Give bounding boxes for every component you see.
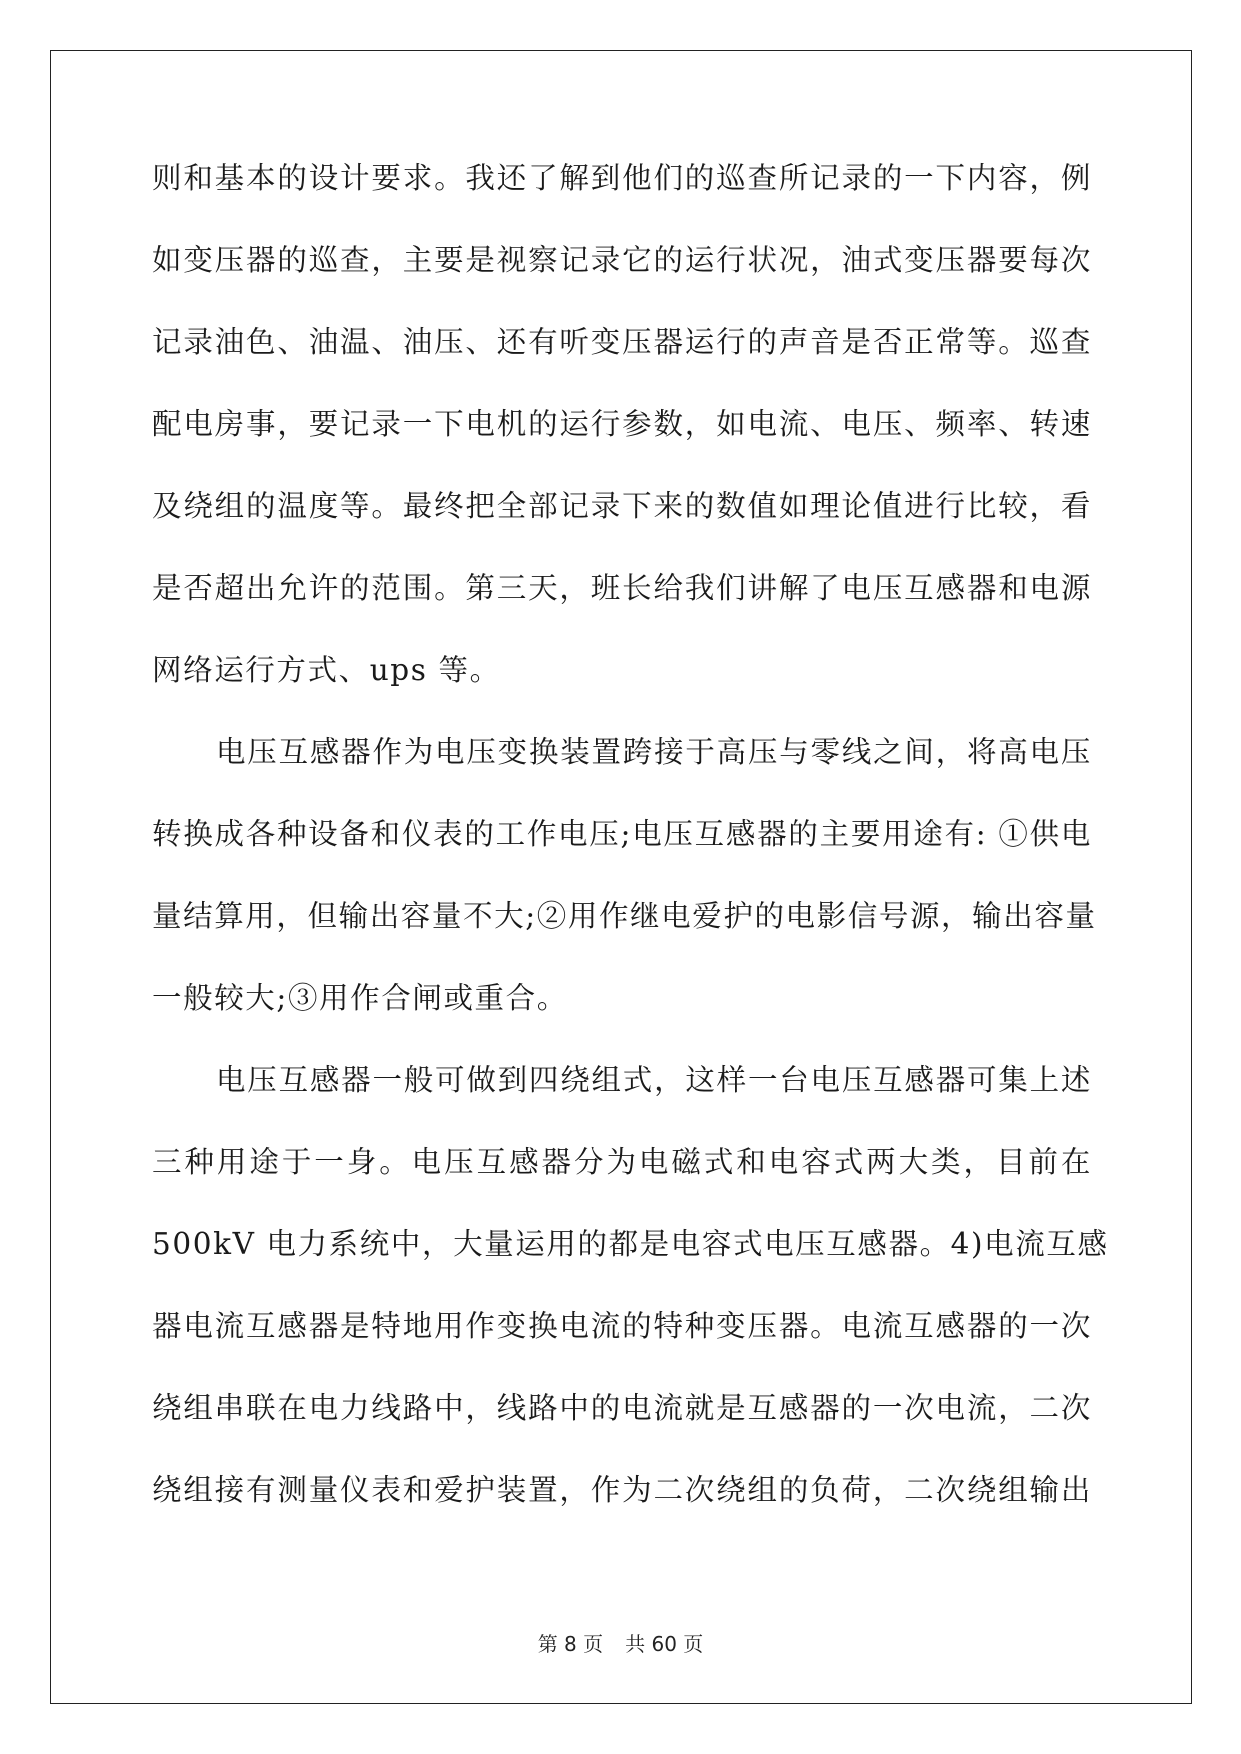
text-line: 三种用途于一身。电压互感器分为电磁式和电容式两大类，目前在 xyxy=(152,1145,1092,1179)
text-line: 器电流互感器是特地用作变换电流的特种变压器。电流互感器的一次 xyxy=(152,1309,1092,1343)
text-line: 记录油色、油温、油压、还有听变压器运行的声音是否正常等。巡查 xyxy=(152,325,1092,359)
text-line: 电压互感器一般可做到四绕组式，这样一台电压互感器可集上述 xyxy=(216,1063,1092,1097)
text-line: 500kV 电力系统中，大量运用的都是电容式电压互感器。4)电流互感 xyxy=(152,1227,1109,1261)
document-body xyxy=(152,160,1109,1554)
text-line: 则和基本的设计要求。我还了解到他们的巡查所记录的一下内容，例 xyxy=(152,161,1092,195)
text-line: 配电房事，要记录一下电机的运行参数，如电流、电压、频率、转速 xyxy=(152,407,1092,441)
text-line: 绕组串联在电力线路中，线路中的电流就是互感器的一次电流，二次 xyxy=(152,1391,1092,1425)
text-line: 及绕组的温度等。最终把全部记录下来的数值如理论值进行比较，看 xyxy=(152,489,1092,523)
page-number: 第 8 页 xyxy=(537,1632,604,1656)
text-line: 网络运行方式、ups 等。 xyxy=(152,653,501,687)
text-line: 是否超出允许的范围。第三天，班长给我们讲解了电压互感器和电源 xyxy=(152,571,1092,605)
text-line: 如变压器的巡查，主要是视察记录它的运行状况，油式变压器要每次 xyxy=(152,243,1092,277)
text-line: 绕组接有测量仪表和爱护装置，作为二次绕组的负荷，二次绕组输出 xyxy=(152,1473,1092,1507)
page-footer xyxy=(0,1628,1241,1657)
text-line: 一般较大;③用作合闸或重合。 xyxy=(152,981,568,1015)
page-total: 共 60 页 xyxy=(625,1632,704,1656)
text-line: 转换成各种设备和仪表的工作电压;电压互感器的主要用途有: ①供电 xyxy=(152,817,1092,851)
text-line: 电压互感器作为电压变换装置跨接于高压与零线之间，将高电压 xyxy=(216,735,1092,769)
text-line: 量结算用，但输出容量不大;②用作继电爱护的电影信号源，输出容量 xyxy=(152,899,1097,933)
